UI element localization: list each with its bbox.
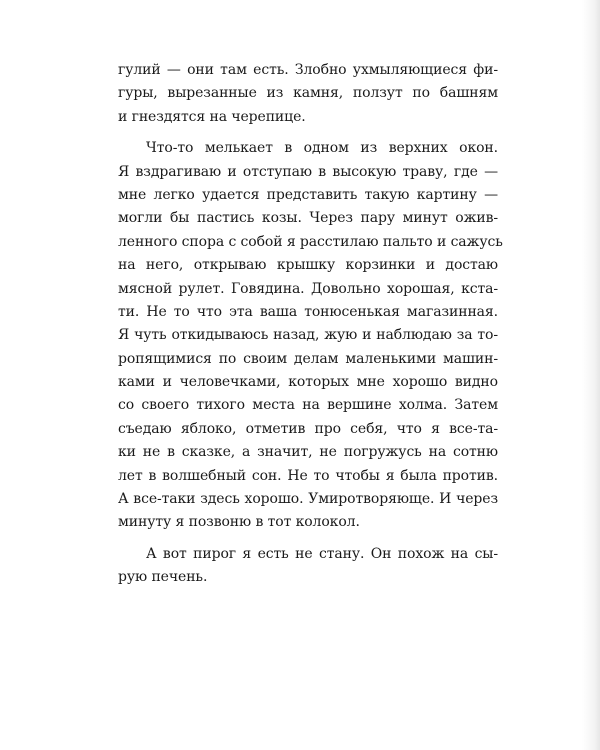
text-line: Что-то мелькает в одном из верхних окон. (146, 140, 498, 157)
page-text (118, 59, 503, 590)
paragraph-3 (118, 543, 498, 590)
text-line: А вот пирог я есть не стану. Он похож на сы- (146, 545, 498, 562)
text-line: могли бы пастись козы. Через пару минут ожив- (118, 210, 498, 227)
text-line: съедаю яблоко, отметив про себя, что я все-та- (118, 420, 498, 437)
paragraph-2 (118, 137, 503, 535)
text-line: ленного спора с собой я расстилаю пальто и сажусь (118, 233, 503, 250)
text-line: и гнездятся на черепице. (118, 108, 306, 125)
text-line: Я вздрагиваю и отступаю в высокую траву, где — (118, 163, 498, 180)
text-line: со своего тихого места на вершине холма. Затем (118, 397, 498, 414)
text-line: ти. Не то что эта ваша тонюсенькая магазинная. (118, 303, 498, 320)
paragraph-1 (118, 59, 498, 129)
paragraph-gap (118, 129, 498, 137)
text-line: ропящимися по своим делам маленькими машин- (118, 350, 498, 367)
text-line: гулий — они там есть. Злобно ухмыляющиеся фи- (118, 62, 498, 78)
text-line: ки не в сказке, а значит, не погружусь на сотню (118, 444, 498, 461)
text-line: ками и человечками, которых мне хорошо видно (118, 374, 498, 391)
text-line: гуры, вырезанные из камня, ползут по башням (118, 85, 498, 102)
page-edge-shadow (582, 0, 600, 750)
text-line: на него, открываю крышку корзинки и достаю (118, 257, 498, 274)
text-line: мне легко удается представить такую картину — (118, 186, 498, 203)
paragraph-gap (118, 535, 498, 543)
text-line: рую печень. (118, 569, 208, 586)
text-line: Я чуть откидываюсь назад, жую и наблюдаю за то- (118, 327, 498, 344)
text-line: лет в волшебный сон. Не то чтобы я была против. (118, 467, 498, 484)
text-line: минуту я позвоню в тот колокол. (118, 514, 360, 531)
text-line: А все-таки здесь хорошо. Умиротворяюще. И через (118, 491, 498, 508)
text-line: мясной рулет. Говядина. Довольно хорошая, кста- (118, 280, 498, 297)
